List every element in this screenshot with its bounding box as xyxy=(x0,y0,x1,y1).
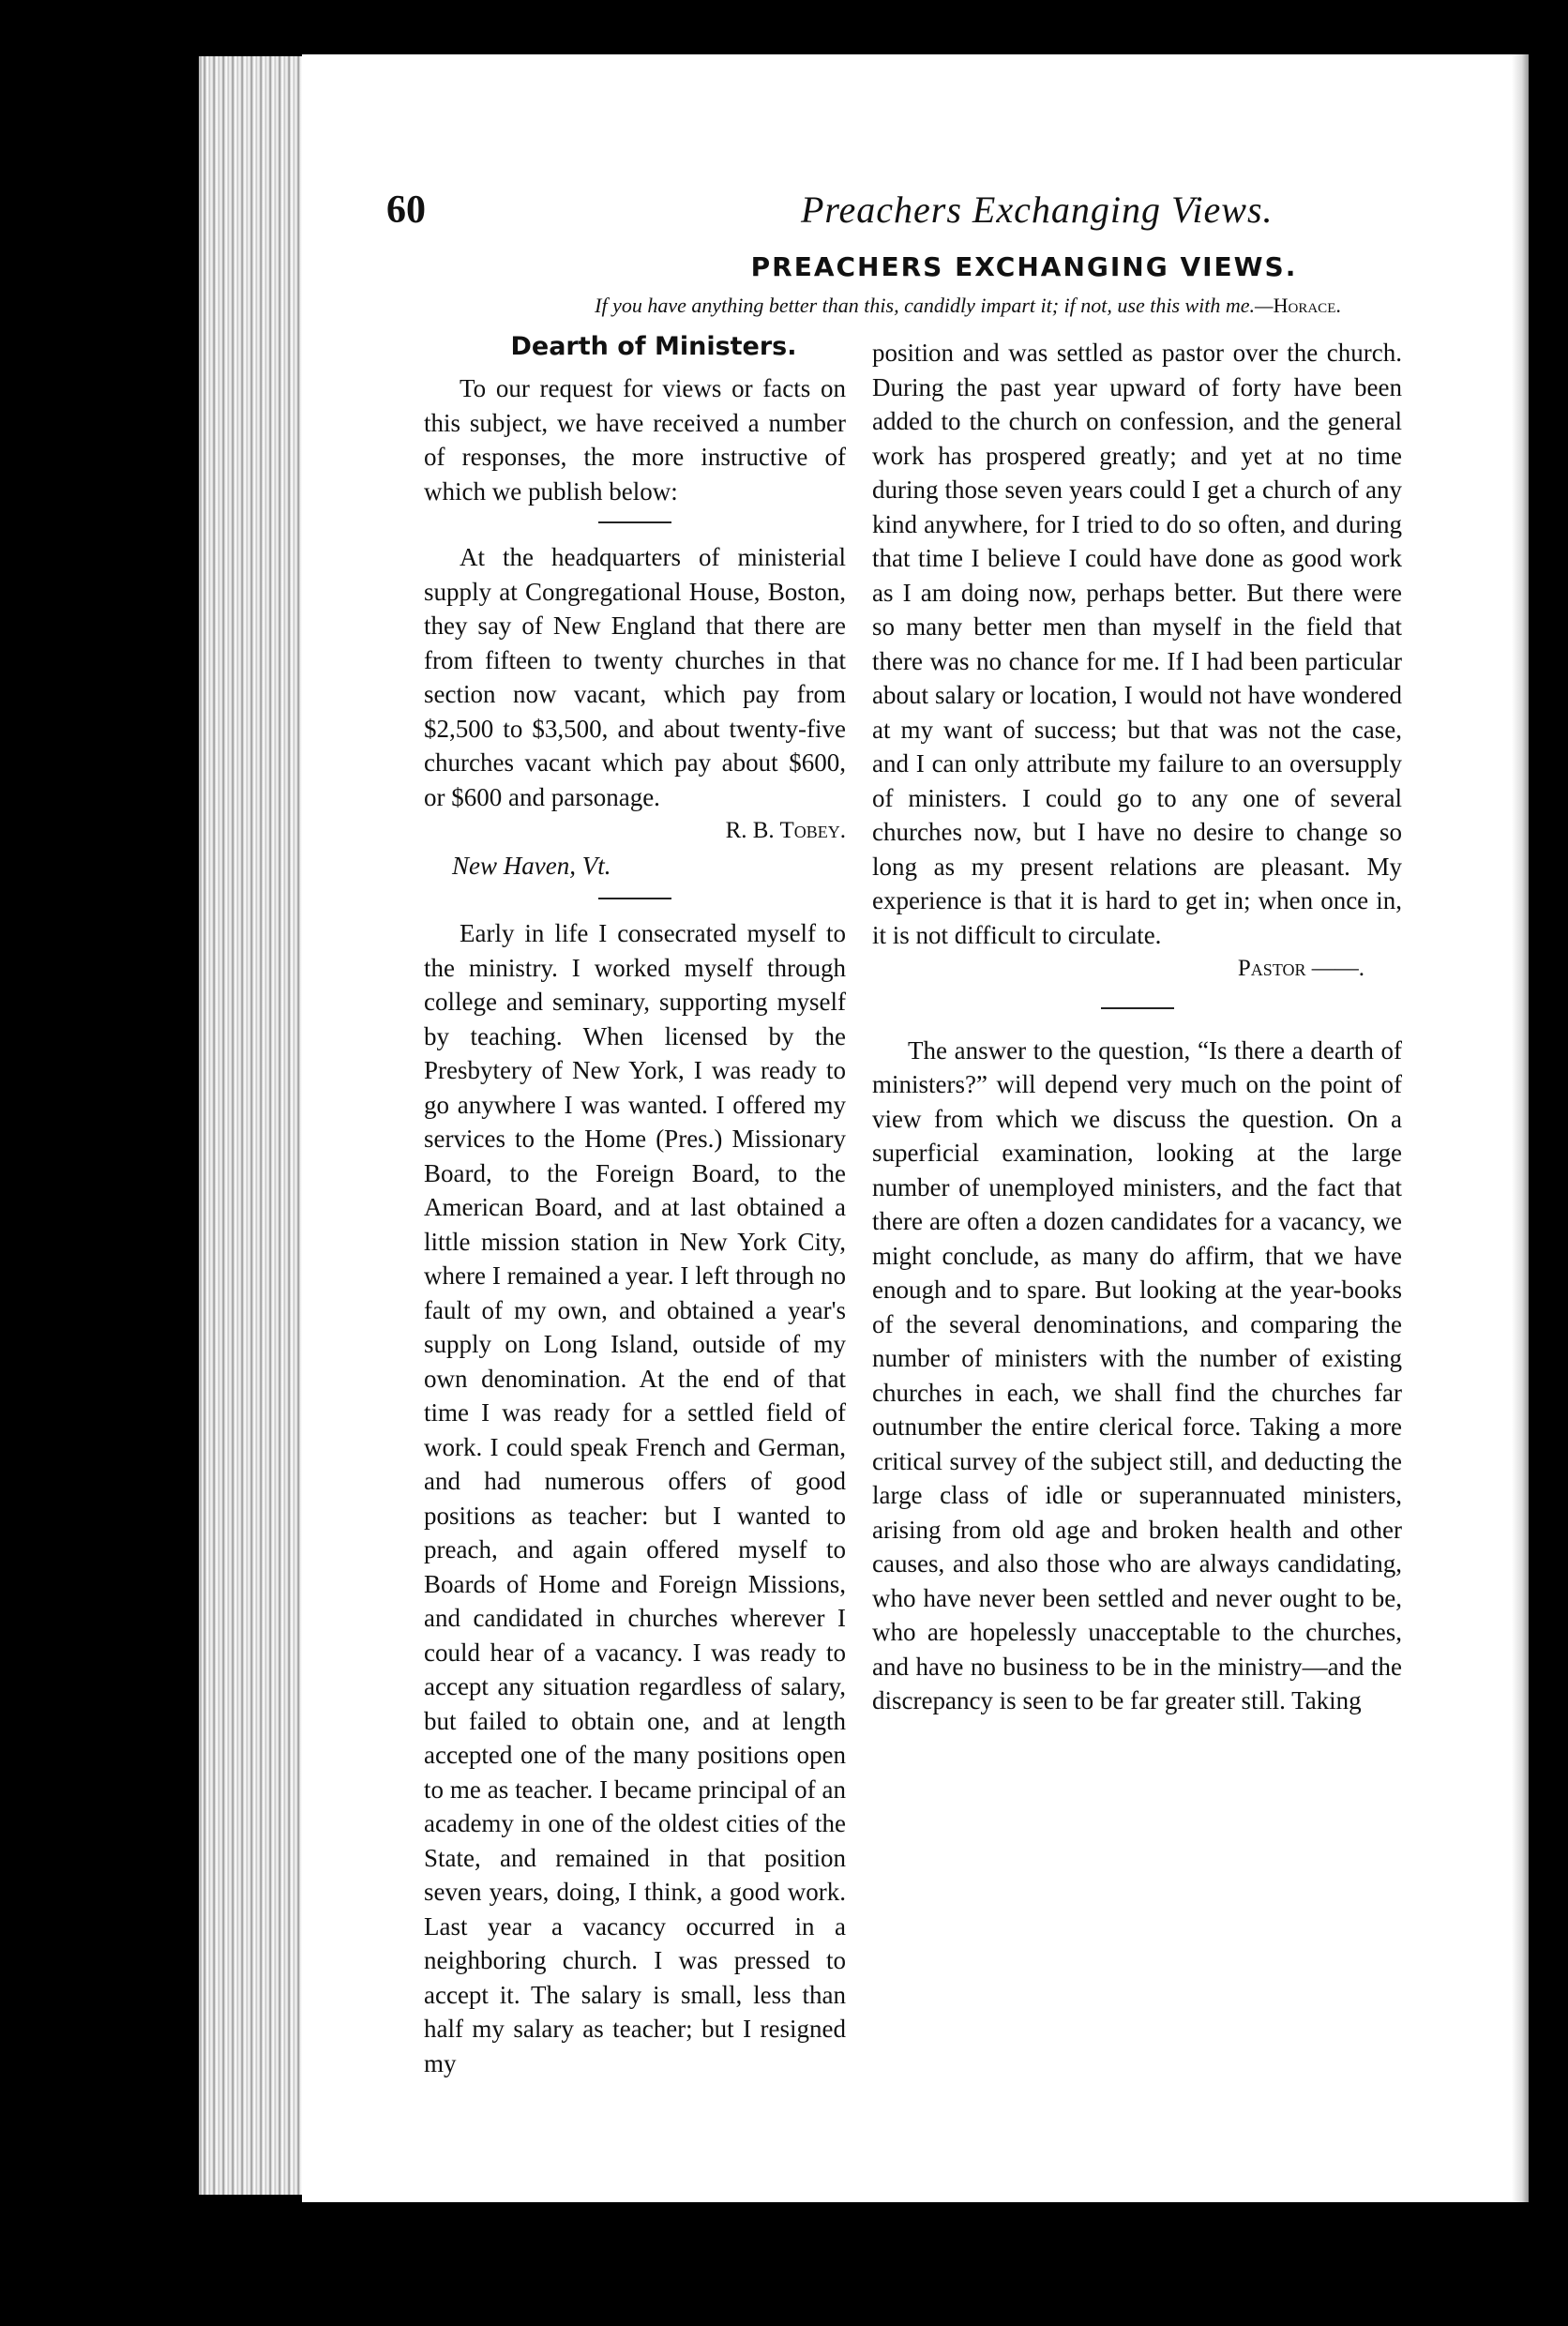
divider-rule xyxy=(598,898,671,899)
letter3-body: The answer to the question, “Is there a dearth of ministers?” will depend very much on the point of view from which we discuss the question. On a superficial examination, looking at the large number of unemployed ministers, and the fact that there are often a dozen candidates for a vacancy, we might conclude, as many do affirm, that we have enough and to spare. But looking at the year-books of the several denominations, and comparing the number of ministers with the number of existing churches in each, we shall find the churches far outnumber the entire clerical force. Taking a more critical survey of the subject still, and deducting the large class of idle or superannuated ministers, arising from old age and broken health and other causes, and also those who are always candidating, who have never been settled and never ought to be, who are hopelessly unacceptable to the churches, and have no business to be in the ministry—and the discrepancy is seen to be far greater still. Taking xyxy=(872,1035,1402,1714)
letter1-body: At the headquarters of ministerial supply at Congregational House, Boston, they say of New England that there are from fifteen to twenty churches in that section now vacant, which pay from $2,500 to $3,500, and about twenty-five churches vacant which pay about $600, or $600 and parsonage. xyxy=(424,543,846,811)
letter2-signature: Pastor ——. xyxy=(1237,956,1364,981)
running-head: Preachers Exchanging Views. xyxy=(801,189,1274,231)
page-edge-shadow xyxy=(1512,54,1529,2202)
divider-rule xyxy=(1101,1007,1174,1009)
page-edges xyxy=(199,56,312,2195)
motto-author: Horace. xyxy=(1273,294,1341,317)
section-motto xyxy=(452,294,1484,318)
letter2-body-right: position and was settled as pastor over the church. During the past year upward of forty have been added to the church on confession, and the general work has prospered greatly; and yet at no time during those seven years could I get a church of any kind anywhere, for I tried to do so often, and during that time I believe I could have done as good work as I am doing now, perhaps better. But there were so many better men than myself in the field that there was no chance for me. If I had been particular about salary or location, I would not have wondered at my want of success; but that was not the case, and I can only attribute my failure to an oversupply of ministers. I could go to any one of several churches now, but I have no desire to change so long as my present relations are pleasant. My experience is that it is hard to get in; when once in, it is not difficult to circulate. xyxy=(872,339,1402,949)
letter2-body-left: Early in life I consecrated myself to the ministry. I worked myself through college and seminary, supporting myself by teaching. When licensed by the Presbytery of New York, I was ready to go anywhere I was wanted. I offered my services to the Home (Pres.) Missionary Board, to the Foreign Board, to the American Board, and at last obtained a little mission station in New York City, where I remained a year. I left through no fault of my own, and obtained a year's supply on Long Island, outside of my own denomination. At the end of that time I was ready for a settled field of work. I could speak French and German, and had numerous offers of good positions as teacher: but I wanted to preach, and again offered myself to Boards of Home and Foreign Missions, and candidated in churches wherever I could hear of a vacancy. I was ready to accept any situation regardless of salary, but failed to obtain one, and at length accepted one of the many positions open to me as teacher. I became principal of an academy in one of the oldest cities of the State, and remained in that position seven years, doing, I think, a good work. Last year a vacancy occurred in a neighboring church. I was pressed to accept it. The salary is small, less than half my salary as teacher; but I resigned my xyxy=(424,919,846,2077)
page-number: 60 xyxy=(386,189,426,232)
left-column xyxy=(424,371,846,2080)
letter1-place: New Haven, Vt. xyxy=(452,851,611,880)
divider-rule xyxy=(598,521,671,523)
page-header xyxy=(386,188,1418,244)
motto-text: If you have anything better than this, candidly impart it; if not, use this with me.— xyxy=(595,294,1274,317)
letter1-signature: R. B. Tobey. xyxy=(725,818,846,843)
article-title: Dearth of Ministers. xyxy=(510,332,797,361)
right-column xyxy=(872,336,1402,1718)
section-title: PREACHERS EXCHANGING VIEWS. xyxy=(750,251,1298,282)
book-page xyxy=(302,54,1529,2202)
intro-paragraph: To our request for views or facts on this subject, we have received a number of responses, the more instructive of which we publish below: xyxy=(424,374,846,506)
